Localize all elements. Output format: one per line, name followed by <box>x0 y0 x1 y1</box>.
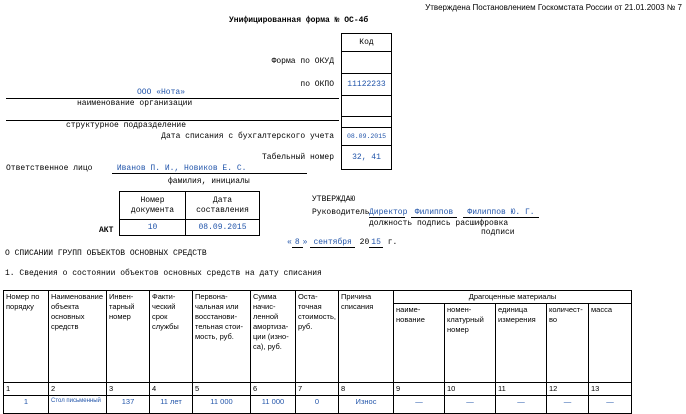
cell-inventory: 137 <box>107 396 150 414</box>
th-name: Наименование объекта основных средств <box>49 291 107 383</box>
empty-code-box-1 <box>341 95 392 117</box>
cell-precious-name: — <box>394 396 445 414</box>
cell-row-number: 1 <box>4 396 49 414</box>
cell-precious-qty: — <box>547 396 589 414</box>
doc-number-title: Номер документа <box>130 195 175 215</box>
th-inventory: Инвентарный номер <box>107 291 150 383</box>
th-precious-mass: масса <box>589 304 632 383</box>
doc-box <box>119 191 260 242</box>
col-num-1: 1 <box>4 383 49 396</box>
date-close-quote: » <box>302 238 308 247</box>
th-number: Номер по порядку <box>4 291 49 383</box>
col-num-11: 11 <box>496 383 547 396</box>
doc-date-value: 08.09.2015 <box>198 223 247 232</box>
responsible-label: Ответственное лицо <box>6 164 93 173</box>
approve-caption-2: подписи <box>481 228 515 237</box>
cell-asset-name: Стол письменный <box>49 396 107 414</box>
head-signature: Филиппов <box>411 208 457 218</box>
tab-box <box>341 145 392 170</box>
org-name: ООО «Нота» <box>137 88 186 97</box>
date-code-box <box>341 127 392 146</box>
doc-number-header <box>119 191 186 220</box>
th-precious-unit: единица измерения <box>496 304 547 383</box>
org-name-caption: наименование организации <box>77 99 193 108</box>
okud-box <box>341 51 392 74</box>
responsible-names: Иванов П. И., Новиков Е. С. <box>116 164 247 173</box>
form-name: Унифицированная форма № ОС-4б <box>229 16 369 25</box>
col-num-3: 3 <box>107 383 150 396</box>
col-num-9: 9 <box>394 383 445 396</box>
th-residual: Остаточная стоимость, руб. <box>296 291 339 383</box>
th-initial-cost: Первоначальная или восстановительная стоимость, руб. <box>193 291 251 383</box>
approved-by-text: Утверждена Постановлением Госкомстата России от 21.01.2003 № 7 <box>425 3 682 12</box>
code-header-box <box>341 33 392 52</box>
th-reason: Причина списания <box>339 291 394 383</box>
approve-year-prefix: 20 <box>359 238 370 247</box>
col-num-12: 12 <box>547 383 589 396</box>
doc-number-value: 10 <box>147 223 158 232</box>
col-num-13: 13 <box>589 383 632 396</box>
col-num-6: 6 <box>251 383 296 396</box>
approve-year-suffix: г. <box>387 238 398 247</box>
th-precious-nomenclature: номенклатурный номер <box>445 304 496 383</box>
writeoff-date-label: Дата списания с бухгалтерского учета <box>161 132 334 141</box>
cell-residual: 0 <box>296 396 339 414</box>
okpo-label: по ОКПО <box>300 80 334 89</box>
responsible-caption: фамилия, инициалы <box>168 177 250 186</box>
cell-service-life: 11 лет <box>150 396 193 414</box>
approve-year: 15 <box>371 238 381 247</box>
date-code-value: 08.09.2015 <box>346 133 386 140</box>
approve-title: УТВЕРЖДАЮ <box>312 195 356 204</box>
approve-day: 8 <box>292 238 303 248</box>
cell-reason: Износ <box>339 396 394 414</box>
th-precious: Драгоценные материалы <box>394 291 632 304</box>
okpo-value: 11122233 <box>347 80 386 89</box>
th-precious-qty: количество <box>547 304 589 383</box>
cell-precious-nomenclature: — <box>445 396 496 414</box>
col-num-10: 10 <box>445 383 496 396</box>
act-title: О СПИСАНИИ ГРУПП ОБЪЕКТОВ ОСНОВНЫХ СРЕДСТВ <box>5 249 207 258</box>
col-num-8: 8 <box>339 383 394 396</box>
responsible-value <box>112 164 307 174</box>
th-service-life: Фактический срок службы <box>150 291 193 383</box>
act-label: АКТ <box>99 226 114 235</box>
th-amortization: Сумма начисленной амортизации (износа), руб. <box>251 291 296 383</box>
fixed-assets-table <box>3 290 632 414</box>
code-title: Код <box>359 38 374 47</box>
doc-date-cell <box>185 219 260 236</box>
head-label: Руководитель <box>312 208 370 217</box>
head-name: Филиппов Ю. Г. <box>463 208 539 218</box>
doc-number-cell <box>119 219 186 236</box>
approve-date <box>287 238 397 247</box>
approve-month: сентября <box>310 238 354 248</box>
cell-precious-unit: — <box>496 396 547 414</box>
tab-value: 32, 41 <box>352 153 381 162</box>
approve-caption-1: должность подпись расшифровка <box>369 219 509 228</box>
col-num-2: 2 <box>49 383 107 396</box>
section1-title: 1. Сведения о состоянии объектов основных средств на дату списания <box>5 269 322 278</box>
date-open-quote: « <box>287 238 292 247</box>
col-num-5: 5 <box>193 383 251 396</box>
th-precious-name: наименование <box>394 304 445 383</box>
okpo-box <box>341 73 392 96</box>
doc-date-header <box>185 191 260 220</box>
cell-precious-mass: — <box>589 396 632 414</box>
col-num-4: 4 <box>150 383 193 396</box>
okud-label: Форма по ОКУД <box>271 57 334 66</box>
doc-date-title: Дата составления <box>196 195 249 215</box>
division-caption: структурное подразделение <box>66 121 187 130</box>
cell-amortization: 11 000 <box>251 396 296 414</box>
tab-label: Табельный номер <box>261 153 334 162</box>
cell-initial-cost: 11 000 <box>193 396 251 414</box>
col-num-7: 7 <box>296 383 339 396</box>
head-position: Директор <box>369 208 408 217</box>
